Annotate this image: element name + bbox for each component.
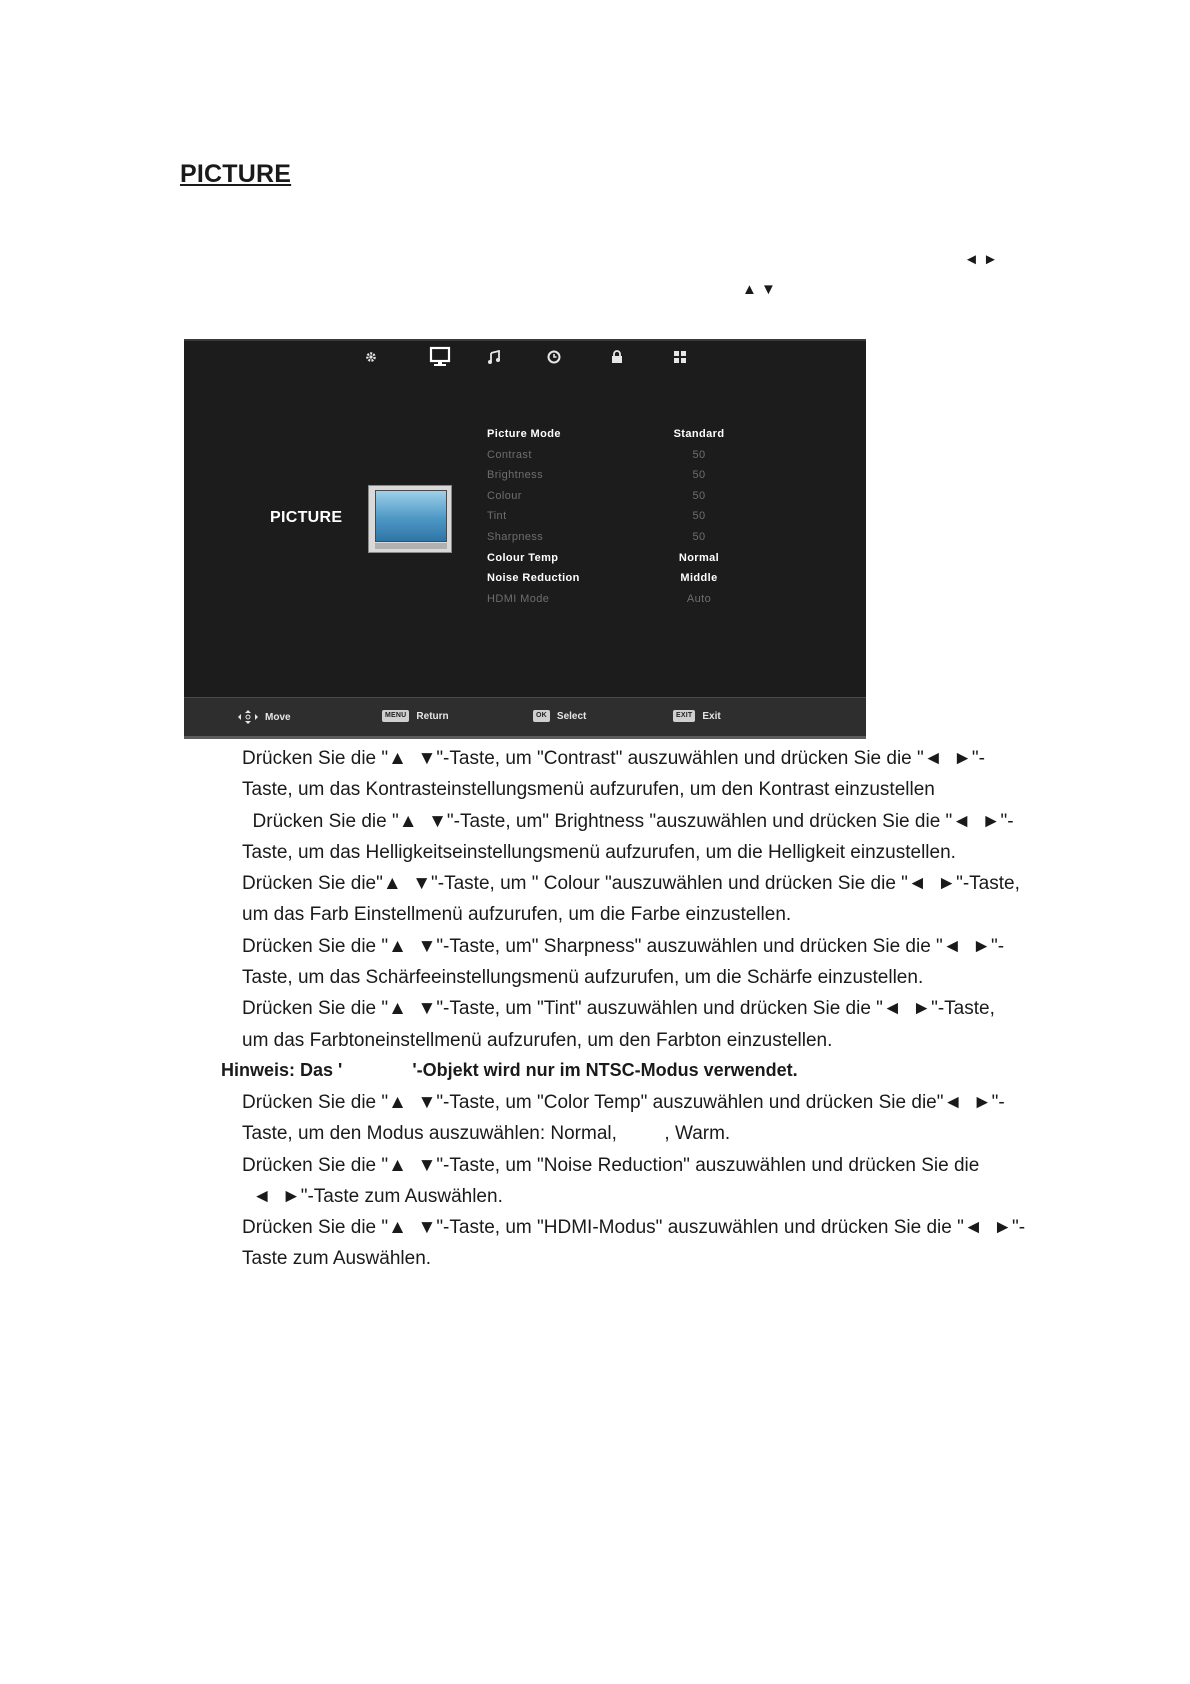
- select-label: Select: [556, 710, 587, 722]
- menu-row-noise-reduction[interactable]: [487, 572, 787, 593]
- up-down-arrows-icon: ▲ ▼: [742, 281, 776, 298]
- menu-item-name: Tint: [487, 510, 507, 523]
- hint-exit: [673, 710, 721, 722]
- page-heading: PICTURE: [180, 160, 292, 188]
- instruction-line: Drücken Sie die "▲ ▼"-Taste, um "Contrast" auszuwählen und drücken Sie die "◄ ►"-: [242, 748, 986, 769]
- hint-select: [533, 710, 586, 722]
- move-label: Move: [265, 711, 291, 723]
- menu-row-contrast[interactable]: [487, 449, 787, 470]
- menu-item-value: Middle: [680, 572, 718, 585]
- menu-row-colour[interactable]: [487, 490, 787, 511]
- instructions-block-1: [242, 743, 1020, 1056]
- tv-menu-screenshot: [184, 339, 866, 739]
- menu-row-brightness[interactable]: [487, 469, 787, 490]
- menu-item-name: Picture Mode: [487, 428, 561, 440]
- lock-icon: [605, 345, 629, 369]
- menu-item-name: Noise Reduction: [487, 572, 580, 585]
- tv-section-label: PICTURE: [270, 509, 343, 526]
- return-label: Return: [416, 710, 449, 722]
- menu-item-value: 50: [692, 448, 706, 461]
- tv-thumbnail-screen: [375, 490, 447, 542]
- menu-row-sharpness[interactable]: [487, 531, 787, 552]
- gear-icon: [359, 345, 383, 369]
- menu-item-name: Brightness: [487, 469, 543, 482]
- clock-icon: [542, 345, 566, 369]
- menu-row-picture-mode[interactable]: [487, 428, 787, 449]
- menu-item-value: 50: [692, 469, 706, 482]
- move-arrows-icon: [238, 710, 258, 724]
- menu-item-value: 50: [692, 530, 706, 543]
- instruction-line: Drücken Sie die "▲ ▼"-Taste, um "Color Temp" auszuwählen und drücken Sie die"◄ ►"-: [242, 1092, 1005, 1113]
- menu-key-badge: MENU: [382, 710, 409, 722]
- ntsc-note: Hinweis: Das ' '-Objekt wird nur im NTSC-Modus verwendet.: [221, 1060, 798, 1080]
- tv-top-divider: [184, 339, 866, 341]
- instruction-line: Drücken Sie die "▲ ▼"-Taste, um" Sharpness" auszuwählen und drücken Sie die "◄ ►"-: [242, 935, 1005, 957]
- tv-thumbnail-icon: [368, 485, 452, 553]
- picture-menu: [487, 428, 787, 613]
- menu-item-name: Sharpness: [487, 530, 544, 543]
- left-right-arrows-icon: ◄ ►: [964, 251, 998, 268]
- menu-item-value: 50: [692, 510, 706, 523]
- tv-bottom-bar: [184, 697, 866, 736]
- instruction-line: Drücken Sie die "▲ ▼"-Taste, um "Noise Reduction" auszuwählen und drücken Sie die: [242, 1154, 980, 1176]
- menu-row-colour-temp[interactable]: [487, 552, 787, 573]
- instruction-line: Taste, um das Schärfeeinstellungsmenü aufzurufen, um die Schärfe einzustellen.: [242, 967, 924, 989]
- instruction-line: um das Farbtoneinstellmenü aufzurufen, um den Farbton einzustellen.: [242, 1029, 833, 1051]
- monitor-icon: [428, 345, 452, 369]
- instruction-line: Taste, um das Kontrasteinstellungsmenü aufzurufen, um den Kontrast einzustellen: [242, 779, 935, 801]
- menu-item-name: Colour: [487, 489, 522, 502]
- instruction-line: ◄ ►"-Taste zum Auswählen.: [242, 1185, 503, 1207]
- instruction-line: Drücken Sie die"▲ ▼"-Taste, um " Colour "auszuwählen und drücken Sie die "◄ ►"-Taste,: [242, 873, 1020, 895]
- ok-key-badge: OK: [533, 710, 550, 722]
- menu-row-tint[interactable]: [487, 510, 787, 531]
- music-note-icon: [482, 345, 506, 369]
- hint-return: [382, 710, 449, 722]
- menu-item-value: Standard: [673, 428, 725, 440]
- tv-thumbnail-base: [375, 543, 447, 549]
- hint-move: [238, 710, 291, 724]
- grid-icon: [668, 345, 692, 369]
- instruction-line: Drücken Sie die "▲ ▼"-Taste, um "Tint" auszuwählen und drücken Sie die "◄ ►"-Taste,: [242, 998, 995, 1020]
- menu-item-name: HDMI Mode: [487, 592, 550, 605]
- instruction-line: Drücken Sie die "▲ ▼"-Taste, um "HDMI-Modus" auszuwählen und drücken Sie die "◄ ►"-: [242, 1217, 1026, 1239]
- instruction-line: Taste, um das Helligkeitseinstellungsmenü aufzurufen, um die Helligkeit einzustellen.: [242, 841, 956, 863]
- instruction-line: um das Farb Einstellmenü aufzurufen, um die Farbe einzustellen.: [242, 904, 792, 926]
- menu-item-name: Colour Temp: [487, 551, 559, 564]
- menu-item-name: Contrast: [487, 448, 532, 461]
- menu-row-hdmi-mode[interactable]: [487, 593, 787, 614]
- menu-item-value: 50: [692, 489, 706, 502]
- instruction-line: Taste zum Auswählen.: [242, 1248, 432, 1270]
- instruction-line: Drücken Sie die "▲ ▼"-Taste, um" Brightness "auszuwählen und drücken Sie die "◄ ►"-: [242, 810, 1014, 832]
- menu-item-value: Auto: [686, 592, 712, 605]
- instructions-block-2: [242, 1087, 1025, 1275]
- exit-key-badge: EXIT: [673, 710, 695, 722]
- exit-label: Exit: [702, 710, 721, 722]
- instruction-line: Taste, um den Modus auszuwählen: Normal, , Warm.: [242, 1123, 731, 1145]
- menu-item-value: Normal: [678, 551, 720, 564]
